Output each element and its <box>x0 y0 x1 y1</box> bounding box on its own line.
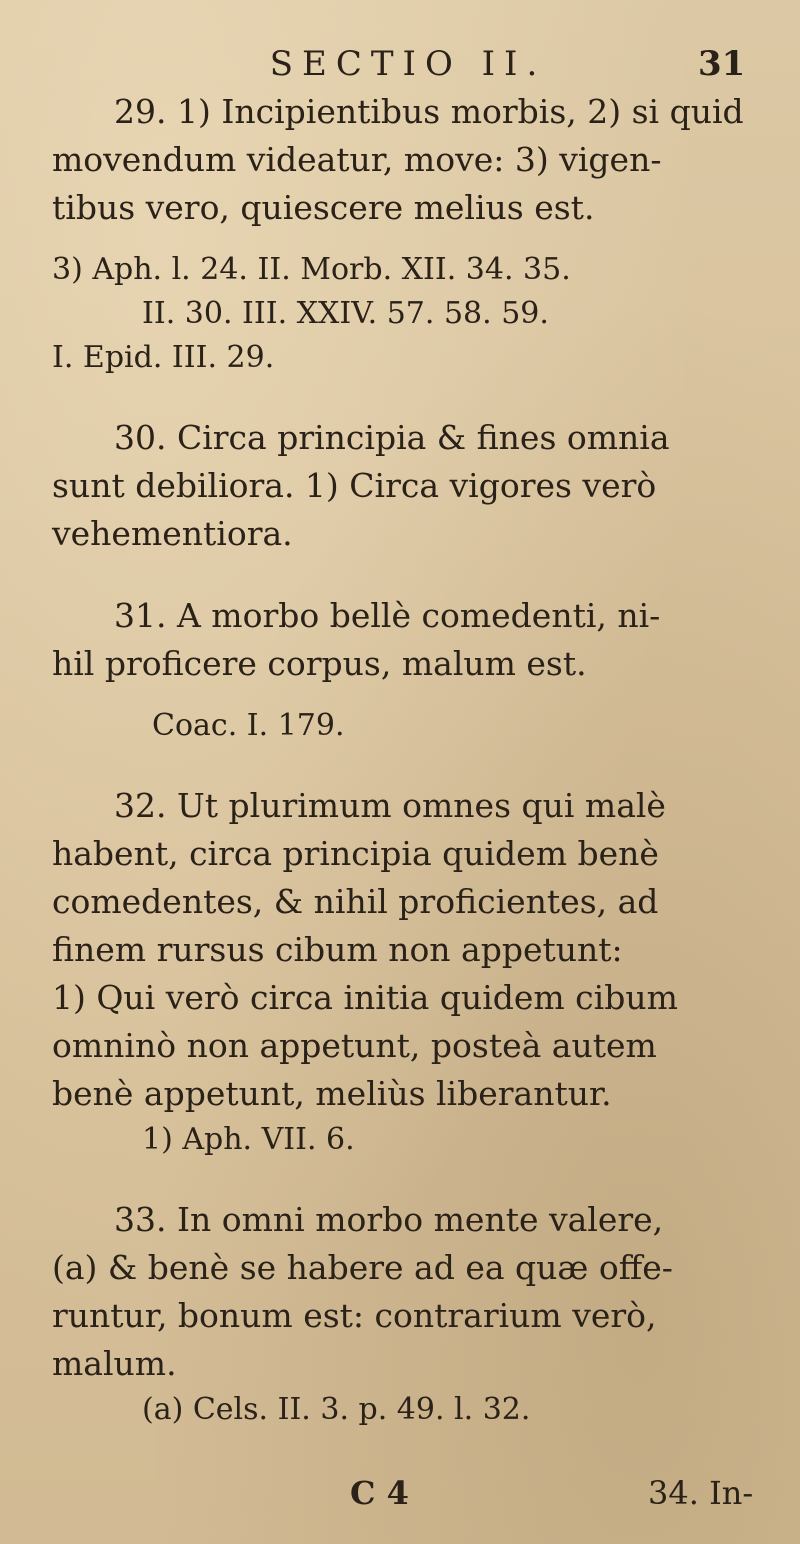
reference-31 <box>52 704 772 748</box>
text-line: 30. Circa principia & fines omnia <box>114 418 670 457</box>
text-line: comedentes, & nihil proficientes, ad <box>52 882 659 921</box>
reference-line: Coac. I. 179. <box>152 708 345 743</box>
text-line: movendum videatur, move: 3) vigen- <box>52 140 662 179</box>
text-line: finem rursus cibum non appetunt: <box>52 930 623 969</box>
aphorism-29 <box>52 88 772 232</box>
reference-33 <box>52 1388 772 1432</box>
reference-29 <box>52 248 772 380</box>
aphorism-30 <box>52 414 772 558</box>
text-line: benè appetunt, meliùs liberantur. <box>52 1074 612 1113</box>
aphorism-32 <box>52 782 772 1118</box>
text-line: hil proficere corpus, malum est. <box>52 644 587 683</box>
reference-line: 3) Aph. l. 24. II. Morb. XII. 34. 35. <box>52 252 571 287</box>
text-line: runtur, bonum est: contrarium verò, <box>52 1296 657 1335</box>
text-line: sunt debiliora. 1) Circa vigores verò <box>52 466 657 505</box>
text-line: habent, circa principia quidem benè <box>52 834 659 873</box>
aphorism-31 <box>52 592 772 688</box>
page-number: 31 <box>698 44 746 84</box>
reference-32 <box>52 1118 772 1162</box>
text-line: (a) & benè se habere ad ea quæ offe- <box>52 1248 673 1287</box>
reference-line: (a) Cels. II. 3. p. 49. l. 32. <box>142 1392 531 1427</box>
signature-mark: C 4 <box>350 1474 409 1512</box>
text-line: 32. Ut plurimum omnes qui malè <box>114 786 666 825</box>
reference-line: I. Epid. III. 29. <box>52 340 275 375</box>
text-line: 31. A morbo bellè comedenti, ni- <box>114 596 661 635</box>
text-line: 1) Qui verò circa initia quidem cibum <box>52 978 678 1017</box>
reference-line: 1) Aph. VII. 6. <box>142 1122 355 1157</box>
running-head <box>0 44 800 90</box>
text-line: malum. <box>52 1344 177 1383</box>
page-footer <box>0 1474 800 1520</box>
section-title: SECTIO II. <box>269 44 547 84</box>
aphorism-33 <box>52 1196 772 1388</box>
text-line: vehementiora. <box>52 514 293 553</box>
text-line: omninò non appetunt, posteà autem <box>52 1026 657 1065</box>
text-line: 29. 1) Incipientibus morbis, 2) si quid <box>114 92 744 131</box>
catchword: 34. In- <box>648 1474 754 1512</box>
body-text <box>52 88 772 1432</box>
reference-line: II. 30. III. XXIV. 57. 58. 59. <box>142 296 549 331</box>
text-line: 33. In omni morbo mente valere, <box>114 1200 664 1239</box>
text-line: tibus vero, quiescere melius est. <box>52 188 595 227</box>
